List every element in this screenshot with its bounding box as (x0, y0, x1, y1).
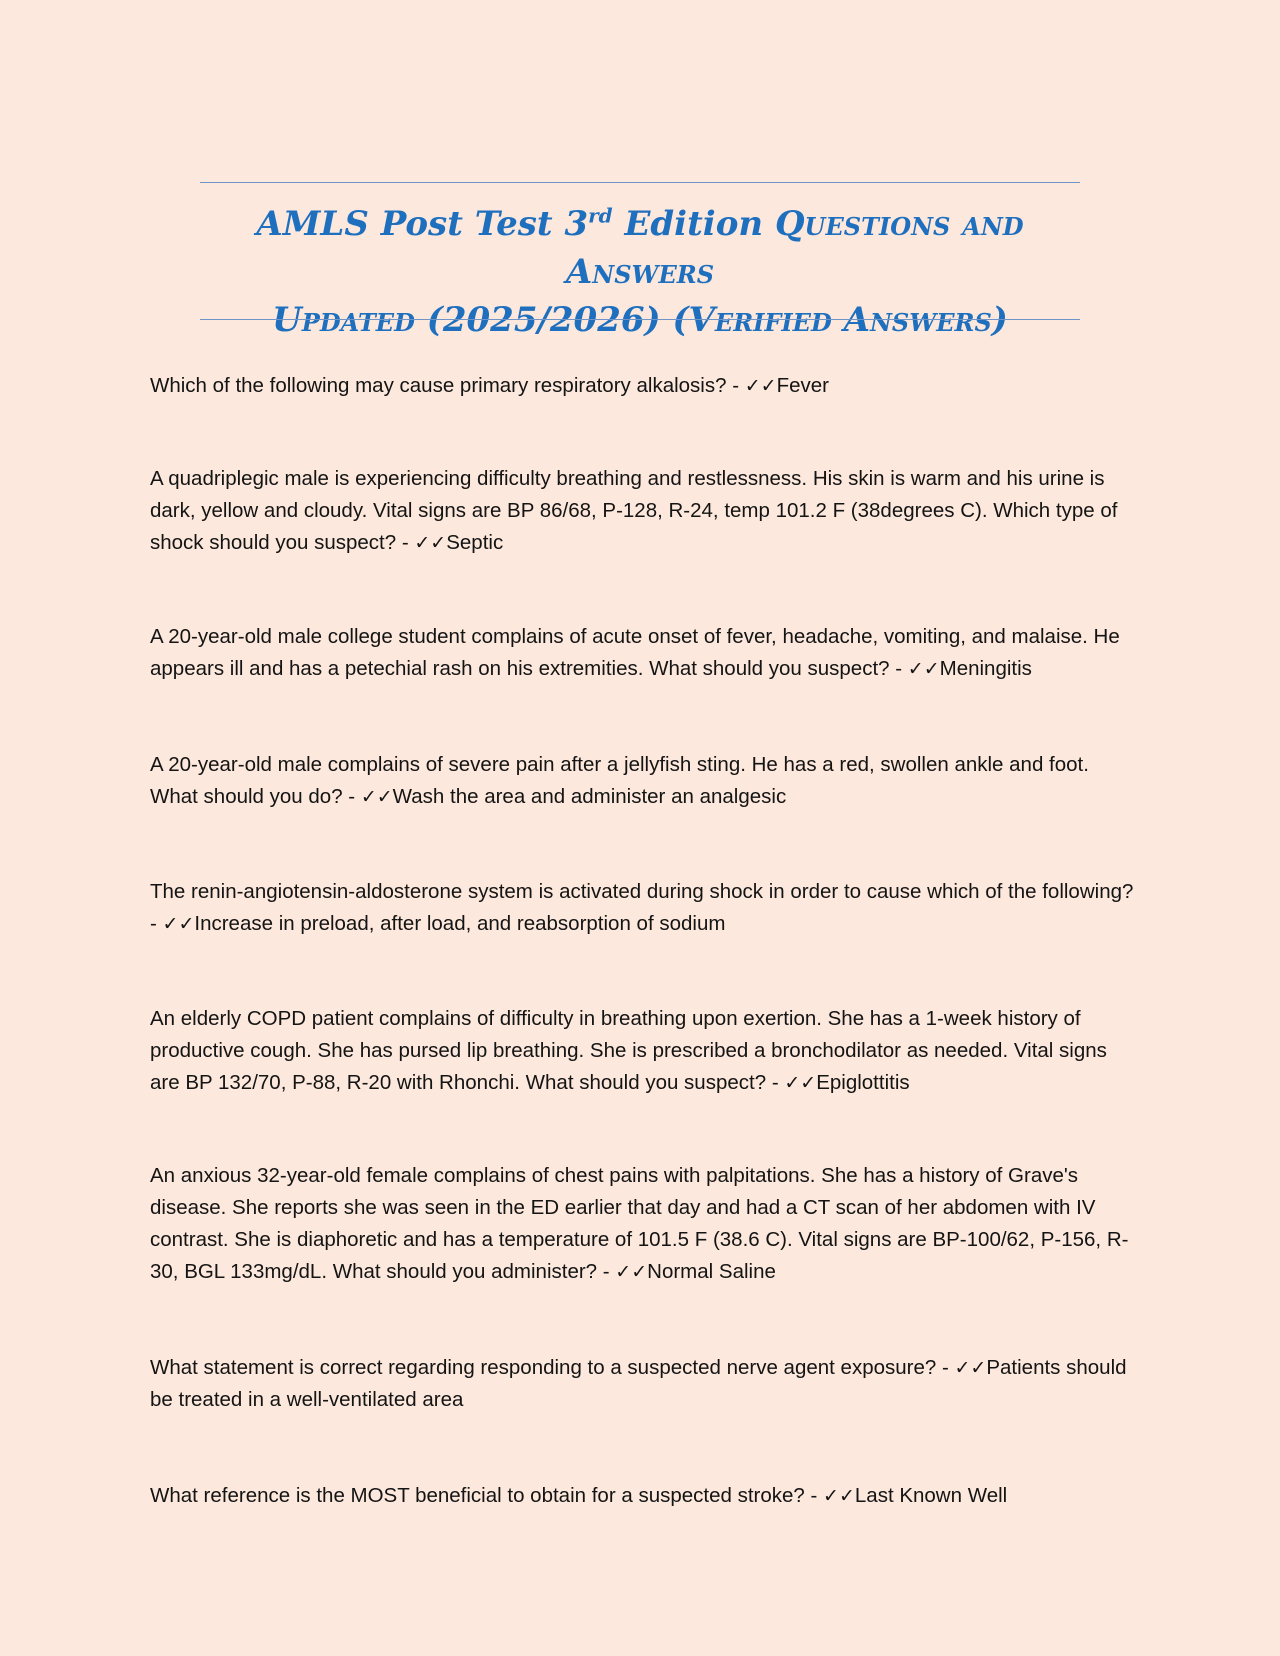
qa-item-4: A 20-year-old male complains of severe pain after a jellyfish sting. He has a red, swollen ankle and foot. What should you do? - ✓✓Wash the area and administer an analgesic (150, 753, 1089, 808)
check-icon: ✓✓ (823, 1485, 855, 1507)
question-text: What reference is the MOST beneficial to obtain for a suspected stroke? (150, 1484, 805, 1507)
qa-item-5: The renin-angiotensin-aldosterone system is activated during shock in order to cause which of the following? - ✓✓Increase in preload, after load, and reabsorption of sodium (150, 880, 1134, 935)
qa-item-2: A quadriplegic male is experiencing difficulty breathing and restlessness. His skin is warm and his urine is dark, yellow and cloudy. Vital signs are BP 86/68, P-128, R-24, temp 101.2 F (38degrees C). Which type of shock should you suspect? - ✓✓Septic (150, 467, 1118, 554)
qa-item-1: Which of the following may cause primary respiratory alkalosis? - ✓✓Fever (150, 374, 829, 397)
check-icon: ✓✓ (414, 532, 447, 554)
document-title (200, 200, 1080, 344)
question-text: A 20-year-old male complains of severe pain after a jellyfish sting. He has a red, swollen ankle and foot. What should you do? (150, 753, 1089, 808)
qa-item-8: What statement is correct regarding responding to a suspected nerve agent exposure? - ✓✓Patients should be treated in a well-ventilated area (150, 1356, 1127, 1411)
answer-text: Normal Saline (647, 1260, 776, 1283)
title-top-rule (200, 182, 1080, 183)
title-line-1: AMLS Post Test 3rd Edition Questions and Answers (256, 203, 1024, 292)
answer-text: Patients should be treated in a well-ventilated area (150, 1356, 1127, 1411)
question-text: Which of the following may cause primary respiratory alkalosis? (150, 374, 727, 397)
check-icon: ✓✓ (360, 786, 393, 808)
title-bottom-rule (200, 319, 1080, 320)
check-icon: ✓✓ (954, 1357, 987, 1379)
question-text: The renin-angiotensin-aldosterone system is activated during shock in order to cause which of the following? (150, 880, 1134, 903)
title-line-2: Updated (2025/2026) (Verified Answers) (272, 300, 1008, 340)
answer-text: Last Known Well (854, 1484, 1008, 1507)
qa-item-7: An anxious 32-year-old female complains of chest pains with palpitations. She has a history of Grave's disease. She reports she was seen in the ED earlier that day and had a CT scan of her abdomen with IV contrast. She is diaphoretic and has a temperature of 101.5 F (38.6 C). Vital signs are BP-100/62, P-156, R-30, BGL 133mg/dL. What should you administer? - ✓✓Normal Saline (150, 1164, 1129, 1283)
check-icon: ✓✓ (907, 658, 940, 680)
qa-item-3: A 20-year-old male college student complains of acute onset of fever, headache, vomiting, and malaise. He appears ill and has a petechial rash on his extremities. What should you suspect? - ✓✓Meningitis (150, 625, 1120, 680)
qa-item-9: What reference is the MOST beneficial to obtain for a suspected stroke? - ✓✓Last Known Well (150, 1484, 1008, 1507)
check-icon: ✓✓ (744, 375, 777, 397)
question-text: An anxious 32-year-old female complains of chest pains with palpitations. She has a history of Grave's disease. She reports she was seen in the ED earlier that day and had a CT scan of her abdomen with IV contrast. She is diaphoretic and has a temperature of 101.5 F (38.6 C). Vital signs are BP-100/62, P-156, R-30, BGL 133mg/dL. What should you administer? (150, 1164, 1129, 1283)
check-icon: ✓✓ (784, 1072, 817, 1094)
question-text: An elderly COPD patient complains of difficulty in breathing upon exertion. She has a 1-week history of productive cough. She has pursed lip breathing. She is prescribed a bronchodilator as needed. Vital signs are BP 132/70, P-88, R-20 with Rhonchi. What should you suspect? (150, 1007, 1107, 1094)
answer-text: Increase in preload, after load, and reabsorption of sodium (194, 912, 726, 935)
answer-text: Epiglottitis (816, 1071, 910, 1094)
question-text: What statement is correct regarding responding to a suspected nerve agent exposure? (150, 1356, 937, 1379)
answer-text: Fever (776, 374, 829, 397)
answer-text: Septic (446, 531, 504, 554)
answer-text: Meningitis (939, 657, 1032, 680)
question-text: A 20-year-old male college student complains of acute onset of fever, headache, vomiting, and malaise. He appears ill and has a petechial rash on his extremities. What should you suspect? (150, 625, 1120, 680)
qa-item-6: An elderly COPD patient complains of difficulty in breathing upon exertion. She has a 1-week history of productive cough. She has pursed lip breathing. She is prescribed a bronchodilator as needed. Vital signs are BP 132/70, P-88, R-20 with Rhonchi. What should you suspect? - ✓✓Epiglottitis (150, 1007, 1107, 1094)
check-icon: ✓✓ (615, 1261, 648, 1283)
check-icon: ✓✓ (162, 913, 195, 935)
question-text: A quadriplegic male is experiencing difficulty breathing and restlessness. His skin is warm and his urine is dark, yellow and cloudy. Vital signs are BP 86/68, P-128, R-24, temp 101.2 F (38degrees C). Which type of shock should you suspect? (150, 467, 1118, 554)
answer-text: Wash the area and administer an analgesic (392, 785, 787, 808)
